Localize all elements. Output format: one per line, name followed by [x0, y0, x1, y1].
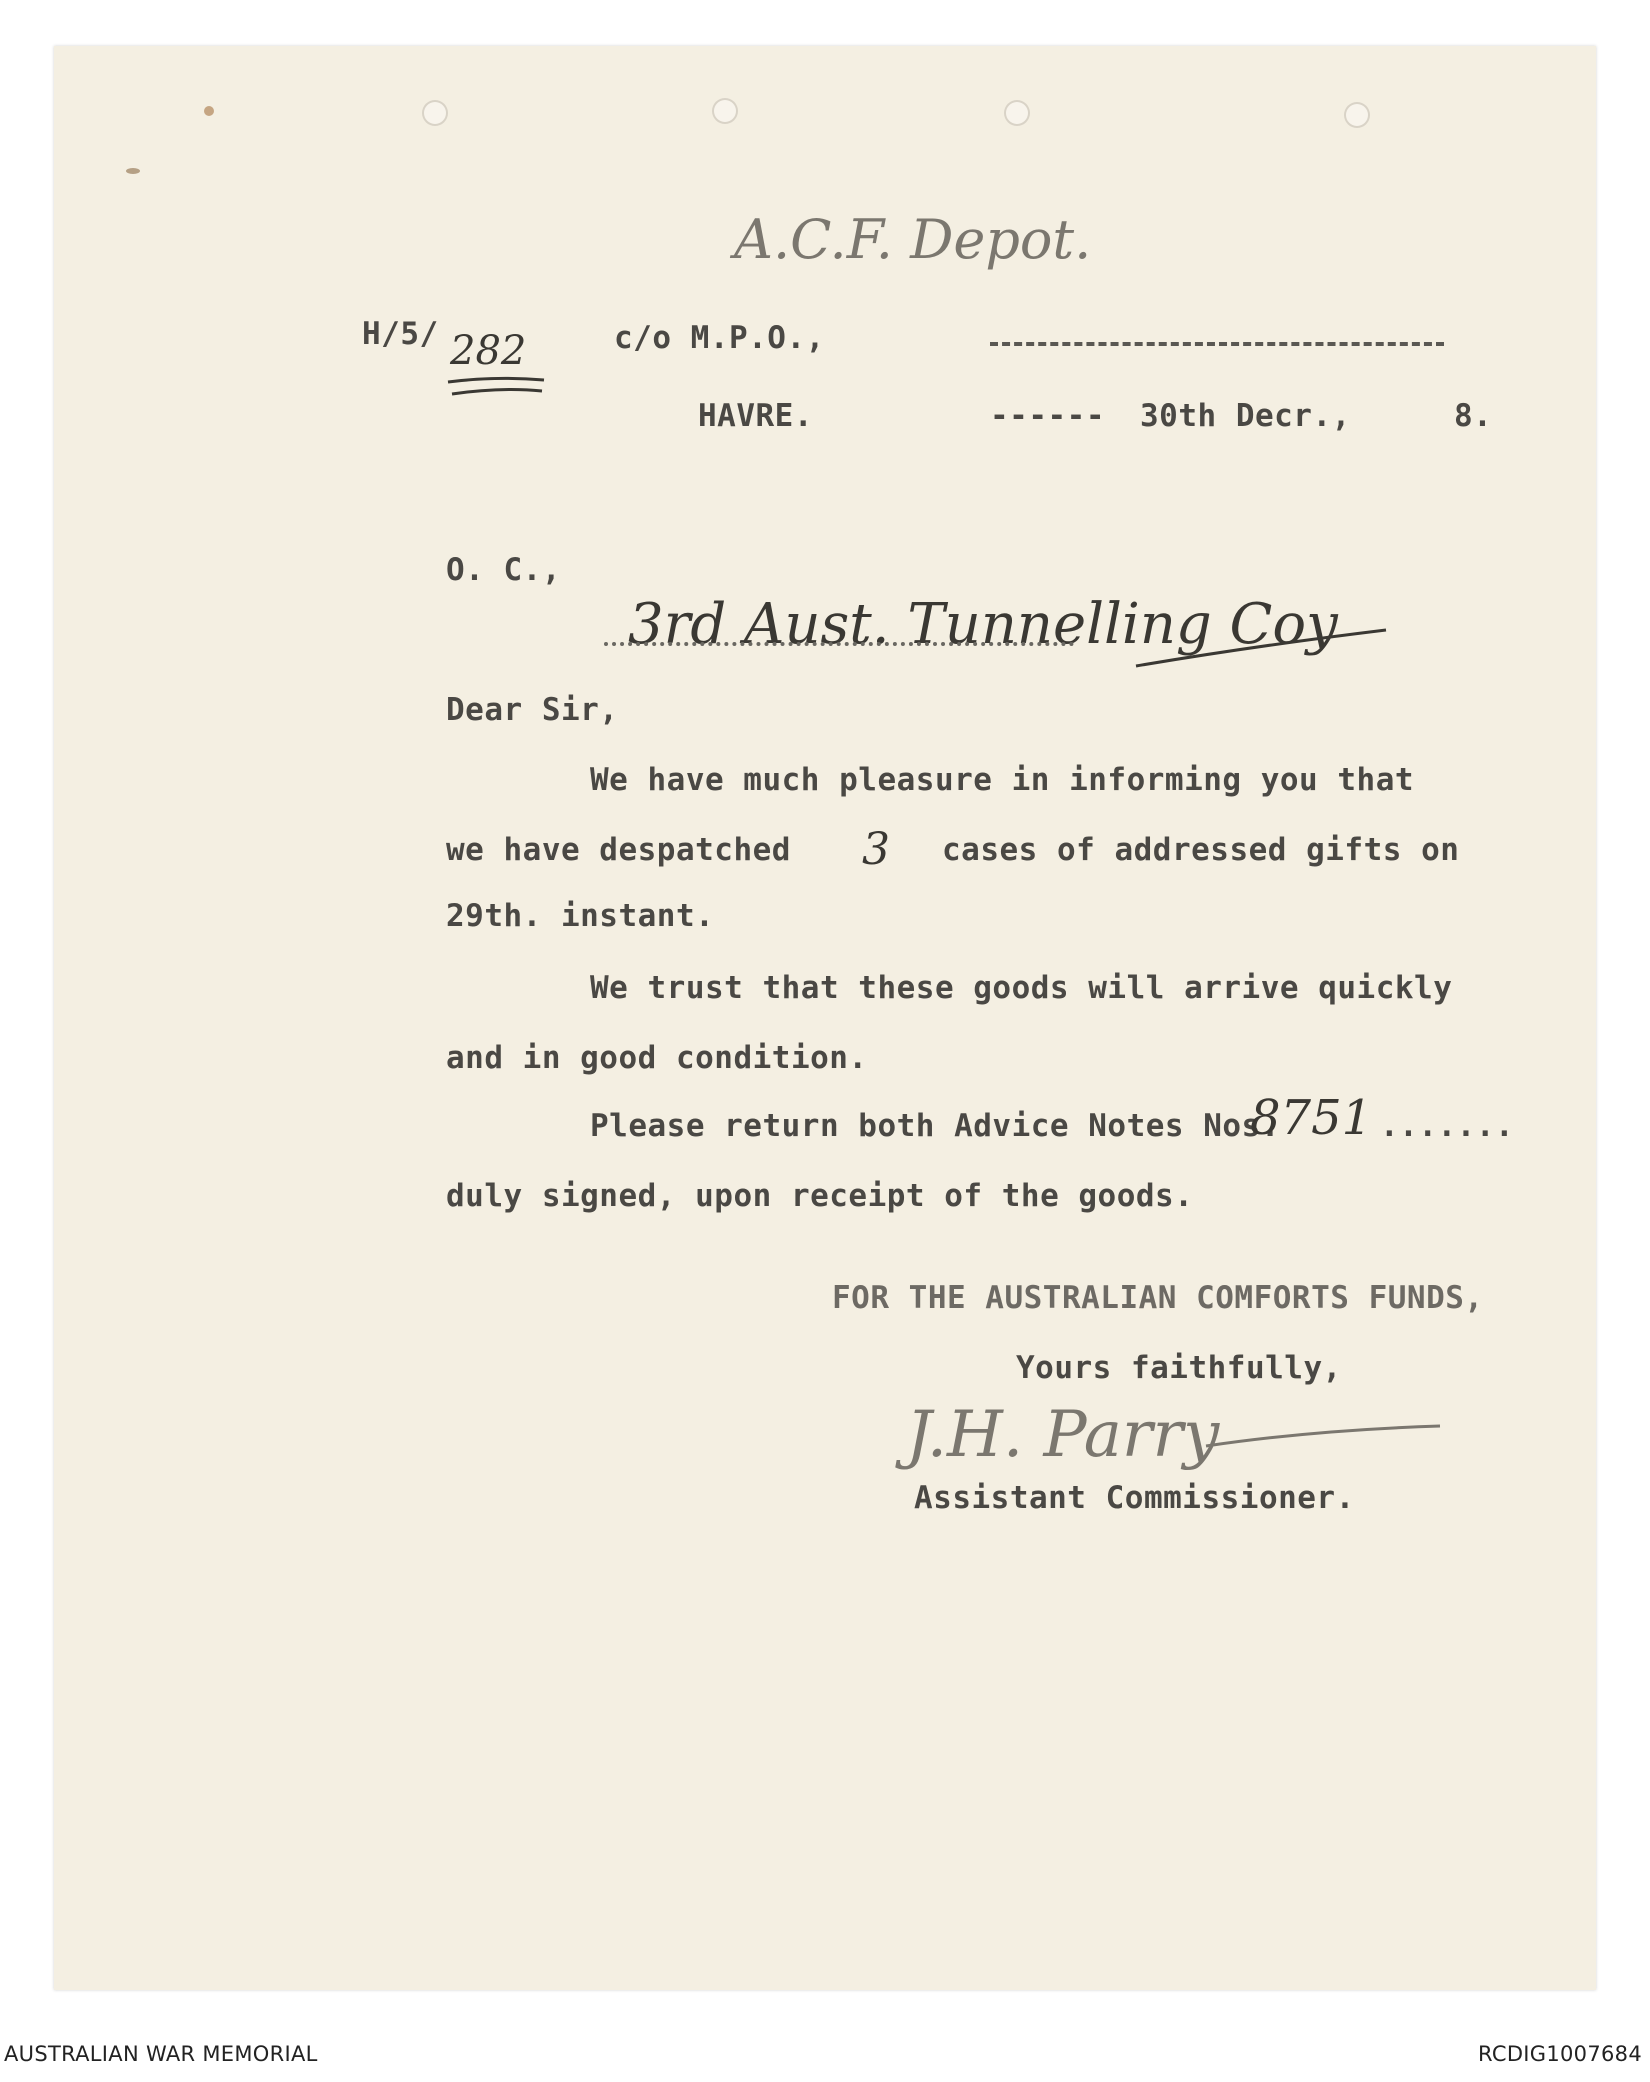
letter-page [54, 46, 1596, 1990]
reference-underline [446, 374, 546, 404]
pin-hole [1344, 102, 1370, 128]
depot-annotation: A.C.F. Depot. [734, 208, 1092, 271]
rust-stain [126, 168, 140, 174]
reference-prefix: H/5/ [362, 316, 439, 352]
paragraph-1-line-2a: we have despatched [446, 832, 791, 868]
advice-notes-dots: ....... [1380, 1108, 1515, 1144]
date-dashes: ------ [990, 398, 1105, 434]
paragraph-2-line-1: We trust that these goods will arrive quickly [590, 970, 1453, 1006]
paragraph-3-line-1: Please return both Advice Notes Nos. [590, 1108, 1280, 1144]
signature: J.H. Parry [906, 1398, 1220, 1472]
paragraph-1-line-3: 29th. instant. [446, 898, 715, 934]
signature-stroke [1204, 1422, 1444, 1452]
salutation: Dear Sir, [446, 692, 619, 728]
recipient-prefix: O. C., [446, 552, 561, 588]
archive-id: RCDIG1007684 [1478, 2042, 1642, 2066]
signatory-title: Assistant Commissioner. [914, 1480, 1355, 1516]
archive-credit: AUSTRALIAN WAR MEMORIAL [4, 2042, 318, 2066]
paragraph-3-line-2: duly signed, upon receipt of the goods. [446, 1178, 1194, 1214]
paragraph-2-line-2: and in good condition. [446, 1040, 868, 1076]
address-line-1: c/o M.P.O., [614, 320, 825, 356]
letter-date: 30th Decr., [1140, 398, 1351, 434]
cases-count: 3 [862, 824, 890, 875]
recipient-dotted-line [604, 642, 1074, 646]
advice-notes-number: 8751 [1250, 1090, 1373, 1146]
pin-hole [712, 98, 738, 124]
reference-number: 282 [450, 328, 527, 374]
closing-organisation: FOR THE AUSTRALIAN COMFORTS FUNDS, [832, 1280, 1484, 1316]
pin-hole [1004, 100, 1030, 126]
pin-hole [422, 100, 448, 126]
recipient-flourish [1134, 626, 1394, 676]
rust-stain [204, 106, 214, 116]
closing-valediction: Yours faithfully, [1016, 1350, 1342, 1386]
paragraph-1-line-2b: cases of addressed gifts on [942, 832, 1460, 868]
recipient-unit: 3rd Aust. Tunnelling Coy [628, 592, 1338, 657]
date-blank-line [990, 342, 1444, 346]
paragraph-1-line-1: We have much pleasure in informing you that [590, 762, 1415, 798]
address-line-2: HAVRE. [698, 398, 813, 434]
date-year-digit: 8. [1454, 398, 1493, 434]
